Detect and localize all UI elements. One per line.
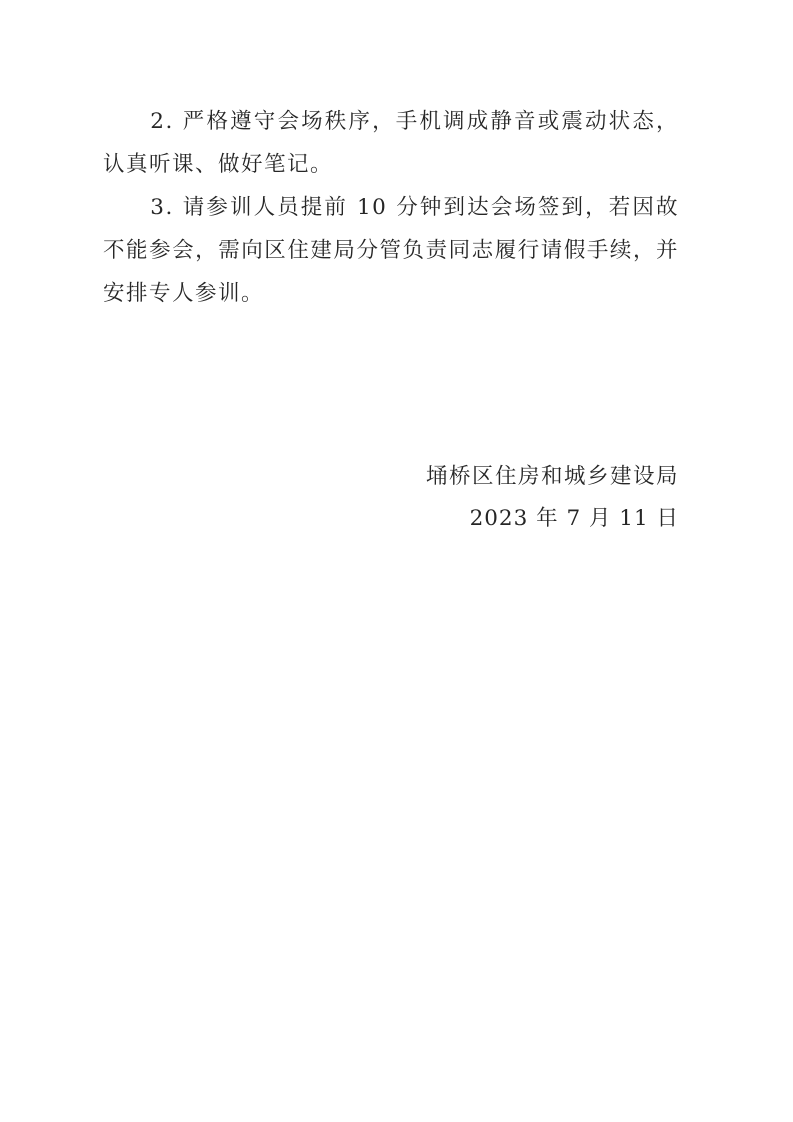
signature-organization: 埇桥区住房和城乡建设局 [425,464,679,489]
paragraph-item-3: 3. 请参训人员提前 10 分钟到达会场签到，若因故不能参会，需向区住建局分管负责同志履行请假手续，并安排专人参训。 [103,195,679,306]
paragraph-item-2: 2. 严格遵守会场秩序，手机调成静音或震动状态，认真听课、做好笔记。 [103,109,679,177]
document-body [103,100,679,315]
signature-date: 2023 年 7 月 11 日 [469,506,679,531]
signature-block [426,456,679,540]
